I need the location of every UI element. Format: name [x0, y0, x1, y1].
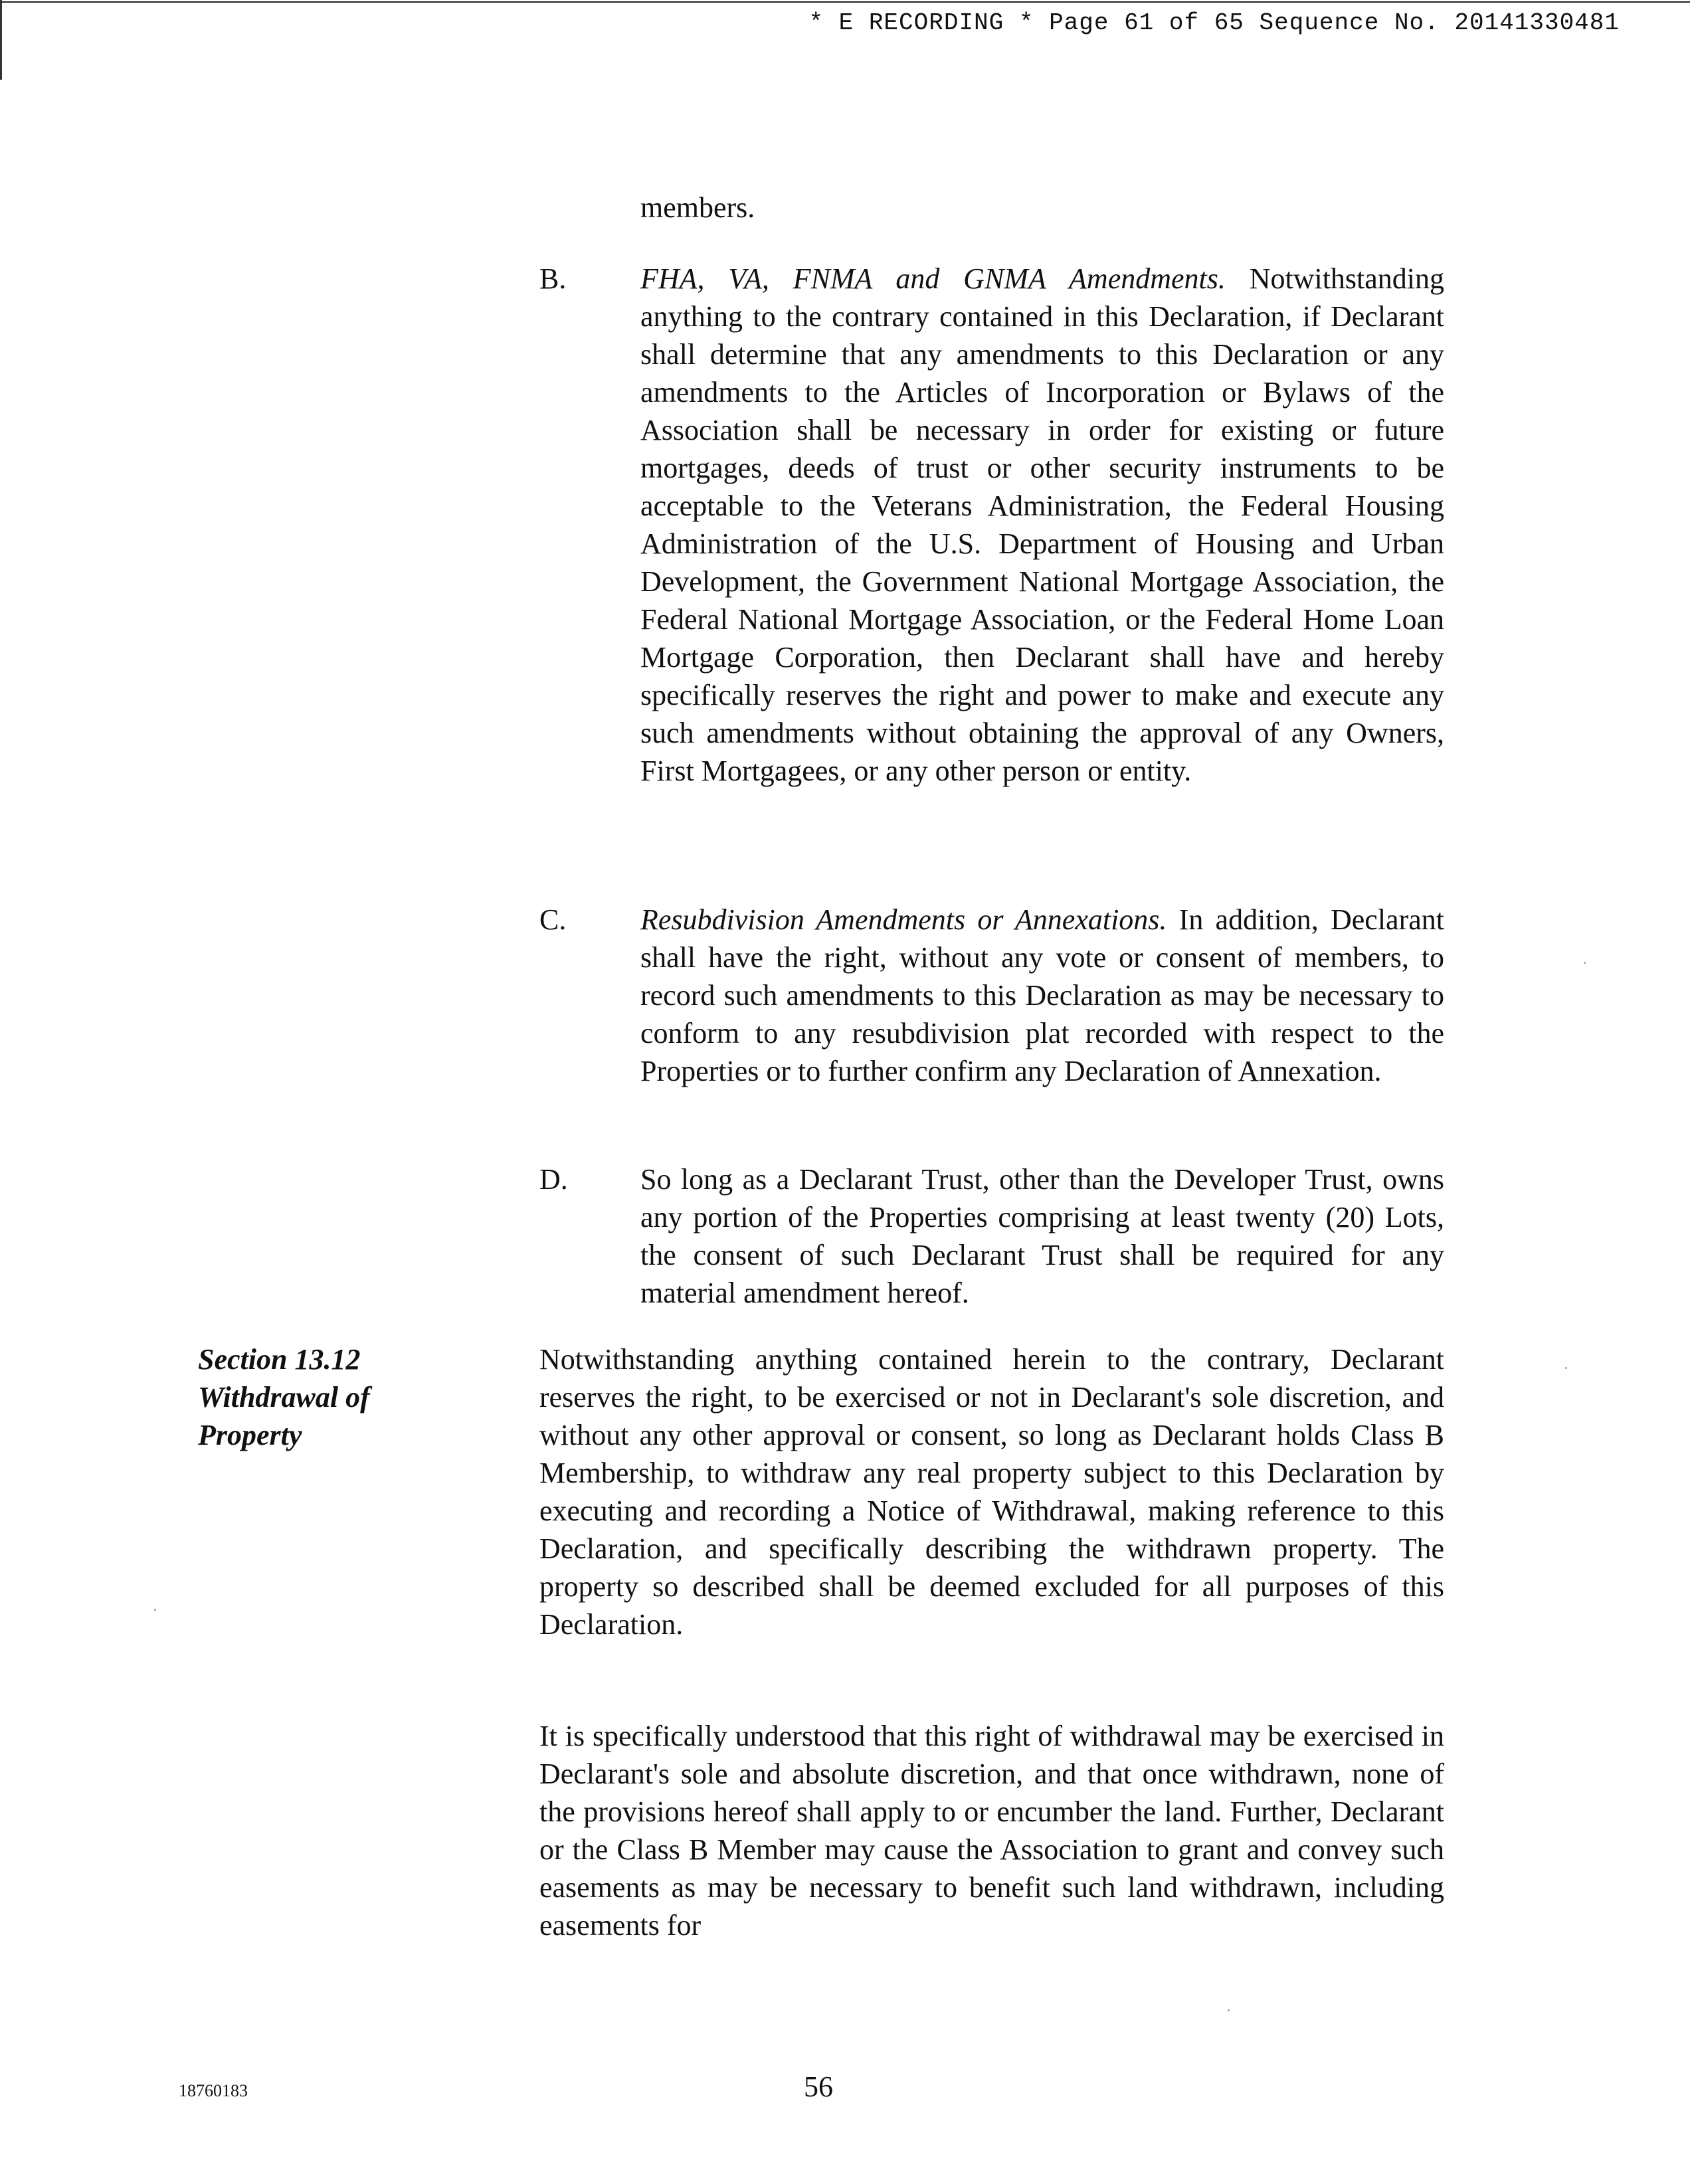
recording-header: * E RECORDING * Page 61 of 65 Sequence No. 20141330481 — [808, 9, 1620, 37]
section-heading-number: Section 13.12 — [198, 1343, 361, 1376]
item-b-title: FHA, VA, FNMA and GNMA Amendments. — [640, 262, 1226, 295]
item-c-text: In addition, Declarant shall have the right, without any vote or consent of members, to record such amendments to this Declaration as may be necessary to conform to any resubdivision plat recorded with respect to the Properties or to further confirm any Declaration of Annexation. — [640, 903, 1444, 1087]
scan-speck — [154, 1609, 156, 1611]
continuation-word: members. — [640, 191, 755, 224]
item-c-letter: C. — [539, 903, 567, 936]
section-heading-title-line1: Withdrawal of — [198, 1381, 370, 1413]
item-b-text: Notwithstanding anything to the contrary contained in this Declaration, if Declarant shall determine that any amendments to this Declaration or any amendments to the Articles of Incorporation or Bylaws of the Association shall be necessary in order for existing or future mortgages, deeds of trust or other security instruments to be acceptable to the Veterans Administration, the Federal Housing Administration of the U.S. Department of Housing and Urban Development, the Government National Mortgage Association, the Federal National Mortgage Association, or the Federal Home Loan Mortgage Corporation, then Declarant shall have and hereby specifically reserves the right and power to make and execute any such amendments without obtaining the approval of any Owners, First Mortgagees, or any other person or entity. — [640, 262, 1445, 787]
document-id: 18760183 — [179, 2081, 248, 2100]
top-border-line — [0, 1, 1690, 3]
continuation-text — [640, 189, 1444, 227]
page-number: 56 — [804, 2070, 833, 2103]
item-c-title: Resubdivision Amendments or Annexations. — [640, 903, 1167, 936]
section-heading — [198, 1340, 424, 1454]
item-c-paragraph — [640, 901, 1444, 1090]
item-d-text: So long as a Declarant Trust, other than the Developer Trust, owns any portion of the Properties comprising at least twenty (20) Lots, the consent of such Declarant Trust shall be required for any material amendment hereof. — [640, 1163, 1444, 1309]
item-d-paragraph — [640, 1160, 1444, 1312]
section-paragraph-1: Notwithstanding anything contained herein to the contrary, Declarant reserves the right, to be exercised or not in Declarant's sole discretion, and without any other approval or consent, so long as Declarant holds Class B Membership, to withdraw any real property subject to this Declaration by executing and recording a Notice of Withdrawal, making reference to this Declaration, and specifically describing the withdrawn property. The property so described shall be deemed excluded for all purposes of this Declaration. — [539, 1343, 1444, 1641]
left-edge-mark — [0, 0, 2, 80]
item-d-letter: D. — [539, 1163, 568, 1196]
section-heading-title-line2: Property — [198, 1419, 302, 1451]
scan-speck — [1228, 2009, 1230, 2011]
item-b-letter: B. — [539, 262, 567, 295]
section-paragraph-2: It is specifically understood that this right of withdrawal may be exercised in Declarant's sole and absolute discretion, and that once withdrawn, none of the provisions hereof shall apply to or encumber the land. Further, Declarant or the Class B Member may cause the Association to grant and convey such easements as may be necessary to benefit such land withdrawn, including easements for — [539, 1720, 1444, 1942]
scan-speck — [1565, 1367, 1567, 1369]
item-b-paragraph — [640, 260, 1444, 790]
scan-speck — [1584, 962, 1586, 964]
